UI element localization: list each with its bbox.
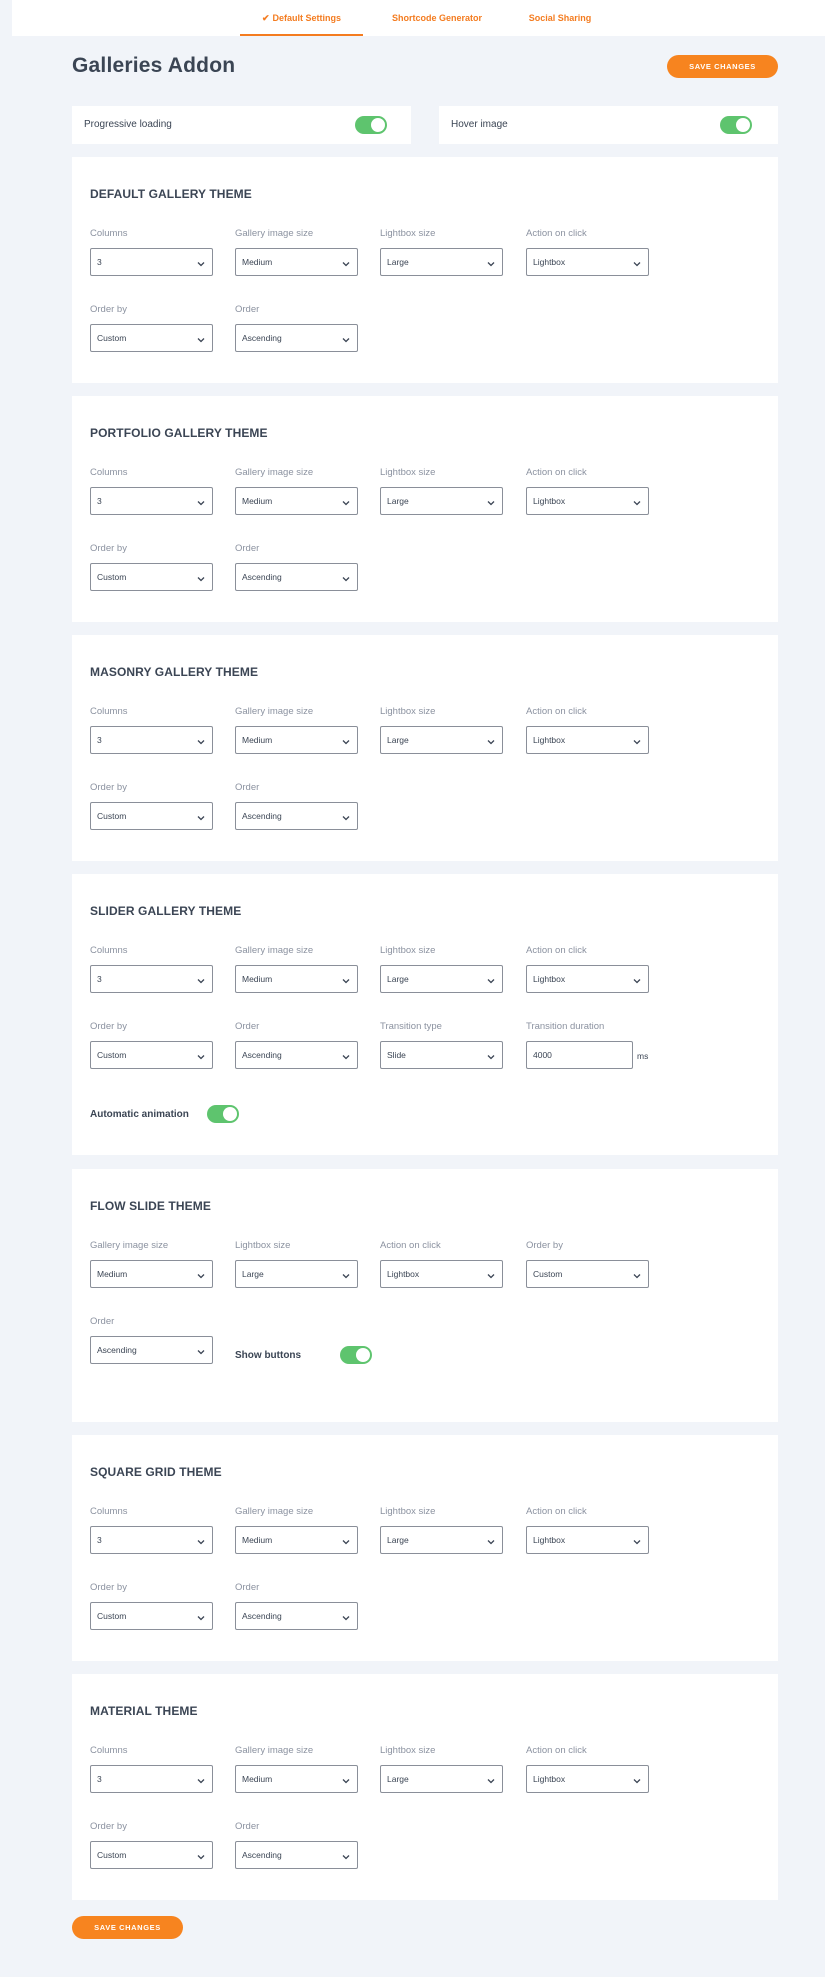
action-on-click-select[interactable]: [526, 1765, 649, 1793]
lightbox-size-label: Lightbox size: [380, 467, 436, 478]
selected-value: Large: [387, 735, 409, 745]
selected-value: Large: [387, 257, 409, 267]
selected-value: Ascending: [242, 572, 282, 582]
selected-value: Ascending: [242, 333, 282, 343]
selected-value: Custom: [533, 1269, 563, 1279]
order-select[interactable]: [235, 1841, 358, 1869]
order-label: Order: [235, 782, 260, 793]
square-theme-card: [72, 1435, 778, 1661]
chevron-down-icon: [341, 571, 351, 581]
hover-image-toggle[interactable]: [720, 116, 752, 134]
chevron-down-icon: [486, 1534, 496, 1544]
order-select[interactable]: [235, 563, 358, 591]
selected-value: Ascending: [242, 811, 282, 821]
chevron-down-icon: [341, 495, 351, 505]
action-on-click-label: Action on click: [526, 945, 587, 956]
section-title: DEFAULT GALLERY THEME: [90, 187, 252, 201]
tab-label: Social Sharing: [528, 13, 592, 23]
lightbox-size-select[interactable]: [235, 1260, 358, 1288]
chevron-down-icon: [632, 495, 642, 505]
gallery-image-size-label: Gallery image size: [235, 467, 314, 478]
selected-value: Ascending: [242, 1850, 282, 1860]
action-on-click-select[interactable]: [526, 965, 649, 993]
masonry-theme-card: [72, 635, 778, 861]
columns-select[interactable]: [90, 248, 213, 276]
gallery-image-size-select[interactable]: [235, 487, 358, 515]
gallery-image-size-label: Gallery image size: [235, 228, 314, 239]
chevron-down-icon: [341, 1049, 351, 1059]
order-label: Order: [235, 1582, 260, 1593]
chevron-down-icon: [196, 973, 206, 983]
selected-value: Custom: [97, 1050, 127, 1060]
gallery-image-size-select[interactable]: [235, 1765, 358, 1793]
action-on-click-label: Action on click: [526, 706, 587, 717]
columns-select[interactable]: [90, 1765, 213, 1793]
selected-value: Medium: [242, 496, 273, 506]
chevron-down-icon: [196, 1049, 206, 1059]
order-label: Order: [235, 304, 260, 315]
gallery-image-size-select[interactable]: [235, 248, 358, 276]
chevron-down-icon: [196, 810, 206, 820]
order-by-select[interactable]: [90, 324, 213, 352]
chevron-down-icon: [196, 734, 206, 744]
page-title: Galleries Addon: [72, 54, 236, 77]
selected-value: Lightbox: [533, 496, 566, 506]
lightbox-size-select[interactable]: [380, 965, 503, 993]
order-by-label: Order by: [90, 543, 127, 554]
columns-select[interactable]: [90, 487, 213, 515]
order-by-select[interactable]: [90, 802, 213, 830]
selected-value: Large: [242, 1269, 264, 1279]
selected-value: Medium: [242, 257, 273, 267]
gallery-image-size-label: Gallery image size: [235, 945, 314, 956]
transition-type-select[interactable]: [380, 1041, 503, 1069]
action-on-click-label: Action on click: [526, 467, 587, 478]
selected-value: 3: [97, 735, 102, 745]
chevron-down-icon: [632, 1773, 642, 1783]
chevron-down-icon: [196, 1534, 206, 1544]
chevron-down-icon: [196, 256, 206, 266]
chevron-down-icon: [196, 1773, 206, 1783]
gallery-image-size-select[interactable]: [235, 965, 358, 993]
lightbox-size-label: Lightbox size: [235, 1240, 291, 1251]
section-title: PORTFOLIO GALLERY THEME: [90, 426, 268, 440]
chevron-down-icon: [341, 1268, 351, 1278]
selected-value: 3: [97, 1535, 102, 1545]
chevron-down-icon: [196, 332, 206, 342]
selected-value: Large: [387, 1535, 409, 1545]
selected-value: 3: [97, 1774, 102, 1784]
order-select[interactable]: [235, 1602, 358, 1630]
order-label: Order: [235, 543, 260, 554]
lightbox-size-label: Lightbox size: [380, 228, 436, 239]
tab-social-sharing[interactable]: [510, 0, 610, 36]
selected-value: Ascending: [242, 1611, 282, 1621]
chevron-down-icon: [341, 332, 351, 342]
columns-select[interactable]: [90, 726, 213, 754]
selected-value: Medium: [242, 974, 273, 984]
lightbox-size-label: Lightbox size: [380, 1506, 436, 1517]
order-label: Order: [235, 1021, 260, 1032]
lightbox-size-select[interactable]: [380, 248, 503, 276]
chevron-down-icon: [341, 256, 351, 266]
section-title: MASONRY GALLERY THEME: [90, 665, 259, 679]
selected-value: Custom: [97, 333, 127, 343]
save-changes-button-top[interactable]: SAVE CHANGES: [667, 55, 778, 78]
lightbox-size-label: Lightbox size: [380, 1745, 436, 1756]
action-on-click-select[interactable]: [526, 726, 649, 754]
chevron-down-icon: [486, 1268, 496, 1278]
columns-select[interactable]: [90, 965, 213, 993]
chevron-down-icon: [341, 1849, 351, 1859]
chevron-down-icon: [486, 495, 496, 505]
ms-unit: ms: [637, 1051, 649, 1061]
chevron-down-icon: [632, 1534, 642, 1544]
show-buttons-label: Show buttons: [235, 1350, 302, 1361]
progressive-loading-card: [72, 106, 411, 144]
hover-image-label: Hover image: [451, 119, 508, 130]
action-on-click-label: Action on click: [380, 1240, 441, 1251]
tab-label: Shortcode Generator: [391, 13, 483, 23]
order-by-label: Order by: [90, 1582, 127, 1593]
columns-label: Columns: [90, 228, 128, 239]
selected-value: 3: [97, 496, 102, 506]
selected-value: Large: [387, 1774, 409, 1784]
selected-value: Custom: [97, 572, 127, 582]
selected-value: Medium: [242, 735, 273, 745]
chevron-down-icon: [196, 1610, 206, 1620]
progressive-loading-toggle[interactable]: [355, 116, 387, 134]
progressive-loading-label: Progressive loading: [84, 119, 172, 130]
lightbox-size-select[interactable]: [380, 1526, 503, 1554]
transition-duration-input[interactable]: [526, 1041, 633, 1069]
selected-value: Large: [387, 496, 409, 506]
order-by-select[interactable]: [526, 1260, 649, 1288]
chevron-down-icon: [632, 256, 642, 266]
tab-default-settings[interactable]: [240, 0, 363, 36]
gallery-image-size-label: Gallery image size: [235, 706, 314, 717]
action-on-click-label: Action on click: [526, 1745, 587, 1756]
selected-value: Lightbox: [533, 974, 566, 984]
action-on-click-label: Action on click: [526, 228, 587, 239]
tab-shortcode-generator[interactable]: [372, 0, 502, 36]
gallery-image-size-label: Gallery image size: [90, 1240, 169, 1251]
hover-image-card: [439, 106, 778, 144]
transition-type-label: Transition type: [380, 1021, 442, 1032]
chevron-down-icon: [486, 1049, 496, 1059]
order-by-label: Order by: [90, 304, 127, 315]
order-by-select[interactable]: [90, 1041, 213, 1069]
section-title: FLOW SLIDE THEME: [90, 1199, 211, 1213]
order-label: Order: [235, 1821, 260, 1832]
action-on-click-select[interactable]: [526, 248, 649, 276]
selected-value: Lightbox: [533, 257, 566, 267]
default-theme-card: [72, 157, 778, 383]
chevron-down-icon: [486, 734, 496, 744]
order-by-label: Order by: [90, 1021, 127, 1032]
lightbox-size-select[interactable]: [380, 726, 503, 754]
action-on-click-label: Action on click: [526, 1506, 587, 1517]
settings-tabs: [12, 0, 825, 36]
order-label: Order: [90, 1316, 115, 1327]
action-on-click-select[interactable]: [380, 1260, 503, 1288]
save-changes-button-bottom[interactable]: SAVE CHANGES: [72, 1916, 183, 1939]
selected-value: Custom: [97, 1611, 127, 1621]
section-title: SLIDER GALLERY THEME: [90, 904, 242, 918]
order-by-select[interactable]: [90, 1841, 213, 1869]
order-by-label: Order by: [90, 1821, 127, 1832]
order-select[interactable]: [235, 802, 358, 830]
chevron-down-icon: [486, 973, 496, 983]
gallery-image-size-select[interactable]: [235, 1526, 358, 1554]
selected-value: Lightbox: [387, 1269, 420, 1279]
columns-label: Columns: [90, 467, 128, 478]
selected-value: Medium: [242, 1774, 273, 1784]
order-select[interactable]: [235, 1041, 358, 1069]
chevron-down-icon: [486, 1773, 496, 1783]
automatic-animation-label: Automatic animation: [90, 1109, 189, 1120]
order-by-select[interactable]: [90, 1602, 213, 1630]
lightbox-size-select[interactable]: [380, 1765, 503, 1793]
automatic-animation-toggle[interactable]: [207, 1105, 239, 1123]
selected-value: Lightbox: [533, 735, 566, 745]
show-buttons-toggle[interactable]: [340, 1346, 372, 1364]
chevron-down-icon: [341, 1610, 351, 1620]
columns-label: Columns: [90, 1506, 128, 1517]
columns-select[interactable]: [90, 1526, 213, 1554]
transition-duration-label: Transition duration: [526, 1021, 605, 1032]
chevron-down-icon: [486, 256, 496, 266]
selected-value: 3: [97, 257, 102, 267]
chevron-down-icon: [632, 973, 642, 983]
order-select[interactable]: [90, 1336, 213, 1364]
checkmark-icon: ✔: [261, 13, 270, 23]
flow-theme-card: [72, 1169, 778, 1422]
selected-value: Custom: [97, 811, 127, 821]
selected-value: Medium: [242, 1535, 273, 1545]
selected-value: Lightbox: [533, 1535, 566, 1545]
selected-value: 3: [97, 974, 102, 984]
chevron-down-icon: [632, 1268, 642, 1278]
action-on-click-select[interactable]: [526, 1526, 649, 1554]
selected-value: Large: [387, 974, 409, 984]
chevron-down-icon: [196, 571, 206, 581]
order-by-label: Order by: [526, 1240, 563, 1251]
chevron-down-icon: [196, 1849, 206, 1859]
selected-value: Custom: [97, 1850, 127, 1860]
chevron-down-icon: [196, 1344, 206, 1354]
chevron-down-icon: [341, 1534, 351, 1544]
gallery-image-size-select[interactable]: [90, 1260, 213, 1288]
chevron-down-icon: [196, 495, 206, 505]
selected-value: Medium: [97, 1269, 128, 1279]
order-by-select[interactable]: [90, 563, 213, 591]
chevron-down-icon: [632, 734, 642, 744]
lightbox-size-select[interactable]: [380, 487, 503, 515]
chevron-down-icon: [196, 1268, 206, 1278]
selected-value: Lightbox: [533, 1774, 566, 1784]
columns-label: Columns: [90, 945, 128, 956]
gallery-image-size-select[interactable]: [235, 726, 358, 754]
columns-label: Columns: [90, 1745, 128, 1756]
chevron-down-icon: [341, 810, 351, 820]
chevron-down-icon: [341, 1773, 351, 1783]
chevron-down-icon: [341, 973, 351, 983]
gallery-image-size-label: Gallery image size: [235, 1506, 314, 1517]
gallery-image-size-label: Gallery image size: [235, 1745, 314, 1756]
order-by-label: Order by: [90, 782, 127, 793]
chevron-down-icon: [341, 734, 351, 744]
action-on-click-select[interactable]: [526, 487, 649, 515]
selected-value: Ascending: [242, 1050, 282, 1060]
section-title: SQUARE GRID THEME: [90, 1465, 222, 1479]
lightbox-size-label: Lightbox size: [380, 945, 436, 956]
selected-value: Slide: [387, 1050, 406, 1060]
section-title: MATERIAL THEME: [90, 1704, 198, 1718]
input-value: 4000: [533, 1050, 552, 1060]
portfolio-theme-card: [72, 396, 778, 622]
tab-label: Default Settings: [272, 13, 342, 23]
material-theme-card: [72, 1674, 778, 1900]
selected-value: Ascending: [97, 1345, 137, 1355]
slider-theme-card: [72, 874, 778, 1155]
columns-label: Columns: [90, 706, 128, 717]
lightbox-size-label: Lightbox size: [380, 706, 436, 717]
order-select[interactable]: [235, 324, 358, 352]
